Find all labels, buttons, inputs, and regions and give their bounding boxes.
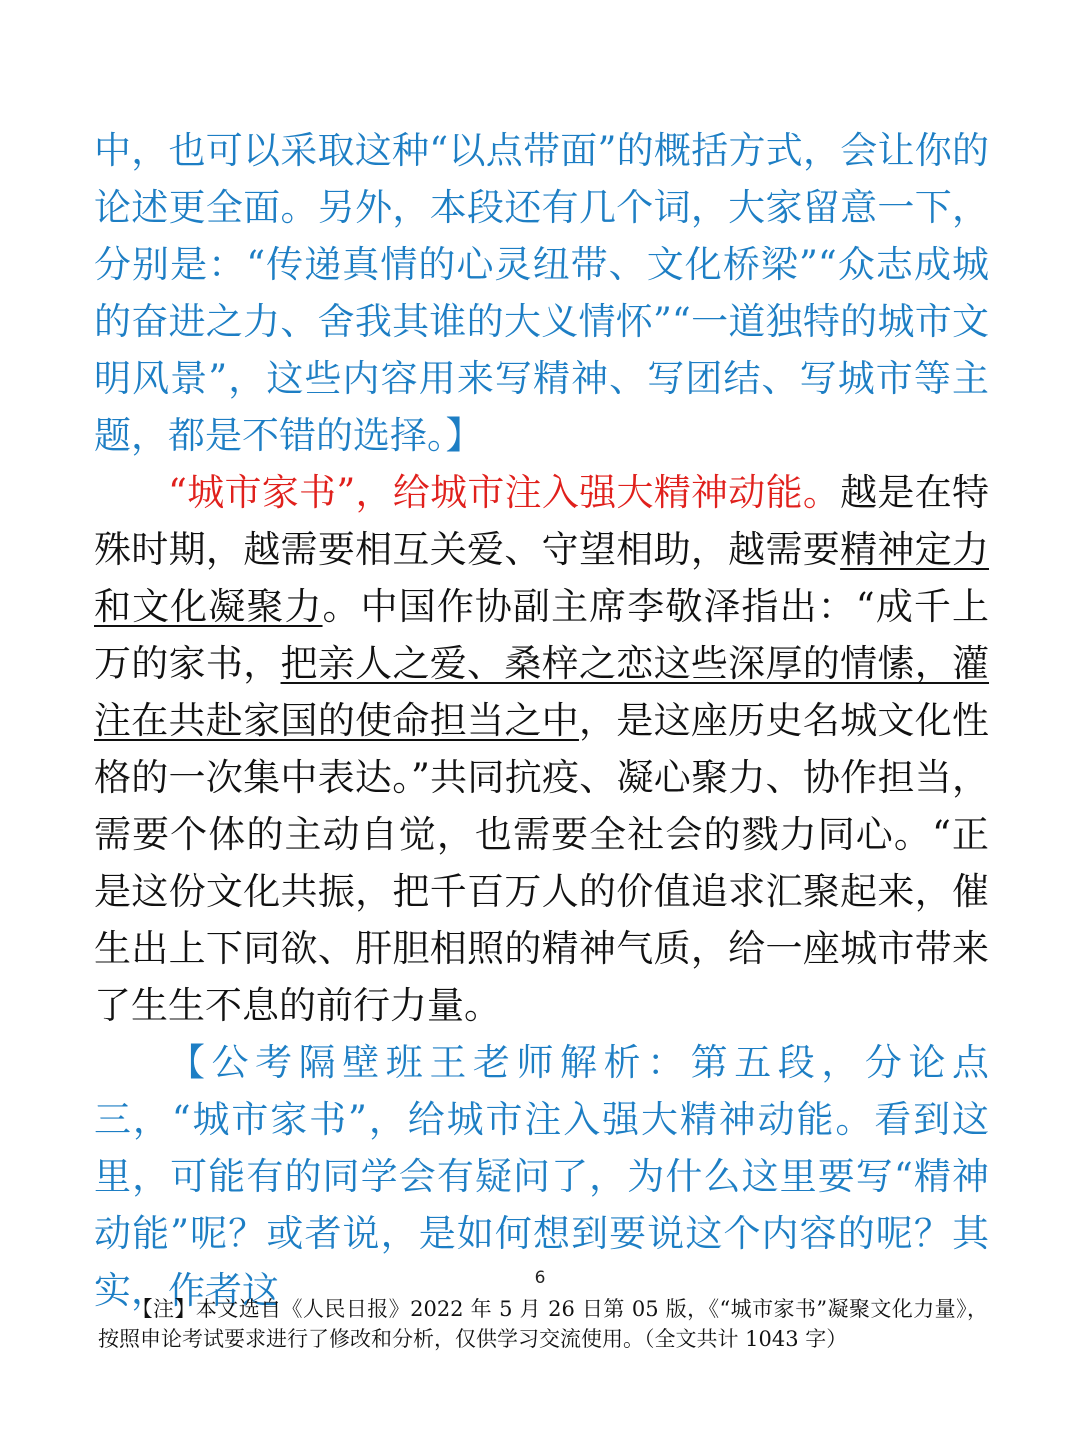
- paragraph-text: 越是在特殊时期，越需要相互关爱、守望相助，越需要: [94, 471, 989, 571]
- paragraph-text: ，是这座历史名城文化性格的一次集中表达。”共同抗疫、凝心聚力、协作担当，需要个体的主动自觉，也需要全社会的戮力同心。“正是这份文化共振，把千百万人的价值追求汇聚起来，催生出上下同欲、肝胆相照的精神气质，给一座城市带来了生生不息的前行力量。: [94, 699, 990, 1027]
- analysis-text: 中，也可以采取这种“以点带面”的概括方式，会让你的论述更全面。另外，本段还有几个词，大家留意一下，分别是：“传递真情的心灵纽带、文化桥梁”“众志成城的奋进之力、舍我其谁的大义情怀”“一道独特的城市文明风景”，这些内容用来写精神、写团结、写城市等主题，都是不错的选择。】: [94, 129, 989, 457]
- article-body: [94, 122, 989, 1319]
- analysis-paragraph-continued: [94, 122, 989, 464]
- paragraph-text: 。中国作协副主席李敬泽指出：“成千上万的家书，: [94, 585, 989, 685]
- underlined-phrase: 把亲人之爱、桑梓之恋这些深厚的情愫，灌注在共赴家国的使命担当之中: [94, 642, 990, 742]
- page-number: 6: [534, 1268, 546, 1288]
- analysis-text: 【公考隔壁班王老师解析：第五段，分论点三，“城市家书”，给城市注入强大精神动能。看到这里，可能有的同学会有疑问了，为什么这里要写“精神动能”呢？或者说，是如何想到要说这个内容的呢？其实，作者这: [94, 1041, 989, 1312]
- underlined-phrase: 精神定力和文化凝聚力: [94, 528, 990, 628]
- sub-thesis-heading: “城市家书”，给城市注入强大精神动能。: [168, 471, 841, 514]
- source-footnote: 【注】本文选自《人民日报》2022 年 5 月 26 日第 05 版，《“城市家书”凝聚文化力量》，按照申论考试要求进行了修改和分析，仅供学习交流使用。（全文共计 1043 字）: [98, 1297, 988, 1351]
- article-paragraph-five: [94, 464, 989, 1034]
